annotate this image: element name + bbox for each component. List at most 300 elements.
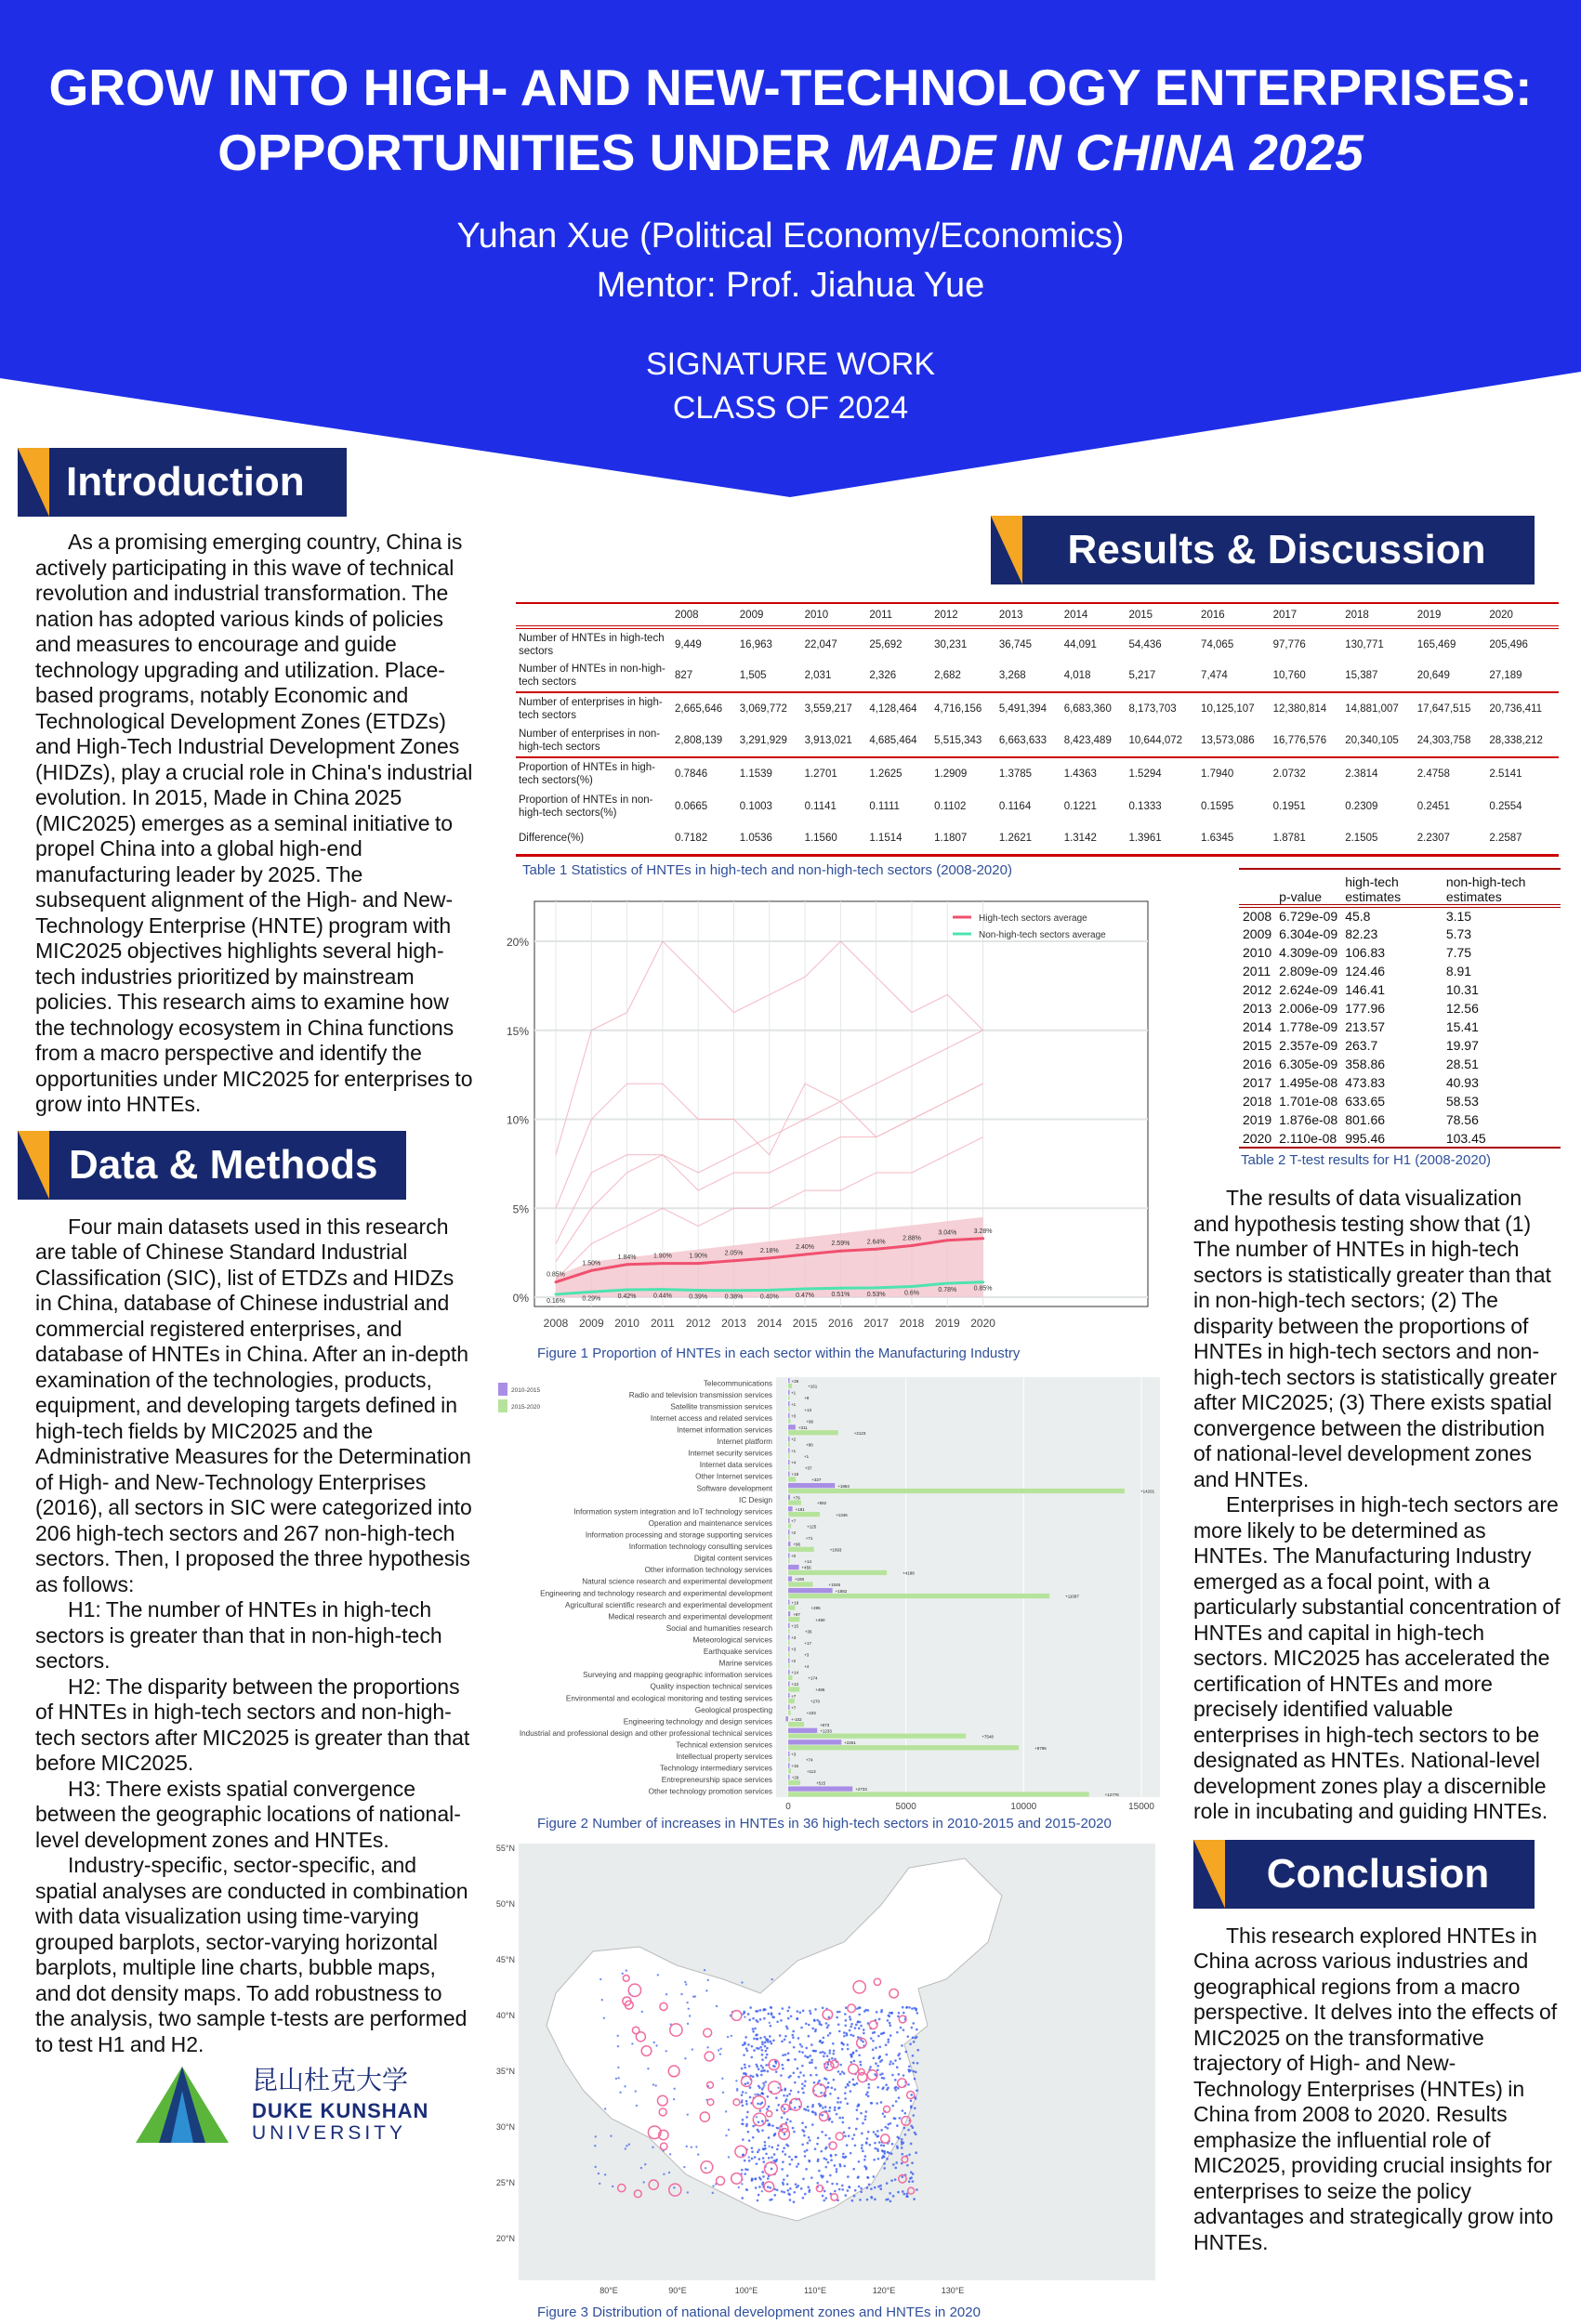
bar	[788, 1699, 795, 1703]
latitude-label: 50°N	[495, 1899, 515, 1909]
hnte-dot	[773, 2153, 776, 2156]
hnte-dot	[754, 2156, 757, 2159]
bar	[788, 1582, 812, 1586]
bar	[788, 1675, 792, 1680]
data-point	[555, 1293, 558, 1295]
hnte-dot	[805, 2108, 808, 2111]
bar-value-label: +37	[804, 1465, 812, 1471]
hnte-dot	[850, 2152, 852, 2155]
bar	[788, 1542, 790, 1546]
hnte-dot	[909, 2042, 912, 2045]
table-cell: 20,649	[1416, 670, 1450, 681]
hnte-dot	[834, 2108, 837, 2111]
bar	[788, 1512, 820, 1517]
hnte-dot	[897, 2191, 900, 2194]
hnte-dot	[858, 2028, 861, 2030]
category-label: Entrepreneurship space services	[661, 1776, 772, 1785]
hnte-dot	[628, 2144, 630, 2146]
hnte-dot	[880, 2009, 883, 2012]
hnte-dot	[695, 2146, 697, 2147]
table-cell: 8,423,489	[1063, 735, 1112, 746]
hnte-dot	[861, 2133, 863, 2135]
hnte-dot	[797, 2091, 800, 2094]
hnte-dot	[775, 2096, 778, 2099]
category-label: Technical extension services	[676, 1740, 772, 1750]
data-point	[697, 1289, 700, 1292]
table-cell: 2,326	[869, 670, 897, 681]
table-cell: 6.729e-09	[1279, 909, 1338, 924]
table1-year-header: 2008	[675, 609, 699, 621]
hnte-dot	[866, 2137, 869, 2140]
hnte-dot	[874, 2073, 876, 2076]
table-cell: 2.5141	[1489, 768, 1522, 780]
hnte-dot	[898, 2012, 901, 2015]
bar-value-label: +2123	[853, 1430, 866, 1436]
hnte-dot	[747, 2043, 750, 2046]
hnte-dot	[669, 2153, 671, 2155]
hnte-dot	[765, 2040, 767, 2042]
category-label: Engineering technology and design services	[623, 1717, 772, 1727]
hnte-dot	[686, 2146, 688, 2147]
hnte-dot	[876, 2102, 878, 2105]
hnte-dot	[595, 2166, 597, 2168]
hnte-dot	[839, 2073, 842, 2076]
hnte-dot	[615, 2078, 617, 2080]
bar-value-label: +87	[793, 1611, 800, 1617]
row-label: Number of enterprises in non-high-tech sectors	[519, 729, 661, 753]
hnte-dot	[902, 2193, 905, 2196]
latitude-label: 55°N	[495, 1844, 515, 1853]
data-point	[982, 1280, 984, 1283]
table-cell: 0.2554	[1489, 800, 1522, 812]
hnte-dot	[876, 2130, 879, 2133]
bar-value-label: +26	[791, 1378, 799, 1384]
bar-value-label: +13	[791, 1682, 798, 1687]
hnte-dot	[759, 2109, 762, 2112]
hnte-dot	[837, 2107, 840, 2109]
hnte-dot	[781, 2116, 784, 2119]
hypothesis-h3: H3: There exists spatial convergence between the geographic locations of national-level development zones and HNTEs.	[35, 1776, 461, 1852]
results-paragraph: Enterprises in high-tech sectors are more likely to be determined as HNTEs. The Manufacturing Industry emerged as a focal point, with a particularly substantial concentration of HNTEs and capital in high-tech sectors. MIC2025 has accelerated the certification of HNTEs and more precisely identified valuable enterprises in high-tech sectors to be designated as HNTEs. National-level development zones play a discernible role in incubating and guiding HNTEs.	[1193, 1492, 1561, 1823]
hnte-dot	[793, 2200, 796, 2203]
table-cell: 0.1951	[1272, 800, 1306, 812]
hnte-dot	[765, 2050, 768, 2053]
hnte-dot	[759, 2046, 762, 2049]
hnte-dot	[894, 2089, 897, 2092]
hnte-dot	[908, 2180, 911, 2183]
bar	[788, 1401, 790, 1406]
hnte-dot	[741, 2169, 744, 2172]
table-cell: 16,776,576	[1272, 735, 1327, 746]
hnte-dot	[767, 2095, 770, 2098]
hnte-dot	[786, 2118, 789, 2120]
data-point	[804, 1287, 807, 1290]
hnte-dot	[827, 2063, 830, 2066]
bar-value-label: +14	[791, 1670, 798, 1675]
x-tick-label: 15000	[1128, 1802, 1154, 1812]
hnte-dot	[820, 2092, 823, 2094]
hnte-dot	[718, 2049, 719, 2051]
hnte-dot	[810, 2074, 812, 2077]
hnte-dot	[745, 2125, 748, 2128]
hnte-dot	[790, 2090, 793, 2093]
results-paragraph: The results of data visualization and hypothesis testing show that (1) The number of HNTEs in high-tech sectors is statistically greater than that in non-high-tech sectors; (2) The disparity between the proportions of HNTEs in high-tech sectors and non-high-tech sectors is statistically greater after MIC2025; (3) There exists spatial convergence between the distribution of national-level development zones and HNTEs.	[1193, 1186, 1557, 1491]
table-cell: 5,491,394	[998, 703, 1047, 715]
hnte-dot	[640, 2167, 642, 2169]
category-label: Operation and maintenance services	[648, 1518, 772, 1528]
hnte-dot	[844, 2097, 847, 2100]
table-row	[516, 627, 1559, 660]
hnte-dot	[792, 2030, 795, 2033]
category-label: Digital content services	[693, 1554, 772, 1563]
bar-value-label: +1	[791, 1390, 797, 1396]
hnte-dot	[912, 2037, 915, 2040]
category-label: Industrial and professional design and other professional technical services	[519, 1728, 772, 1738]
hnte-dot	[759, 2037, 762, 2040]
hnte-dot	[641, 2011, 643, 2013]
hnte-dot	[901, 2044, 903, 2047]
hnte-dot	[863, 2010, 866, 2013]
hnte-dot	[745, 2047, 748, 2050]
hnte-dot	[910, 2171, 913, 2173]
hnte-dot	[850, 2026, 852, 2029]
hnte-dot	[897, 2055, 900, 2057]
hnte-dot	[892, 2195, 895, 2198]
hnte-dot	[885, 2199, 888, 2201]
longitude-label: 110°E	[804, 2286, 826, 2295]
category-label: Engineering and technology research and experimental development	[540, 1589, 772, 1598]
hnte-dot	[905, 2051, 908, 2054]
hnte-dot	[782, 2007, 784, 2010]
hnte-dot	[769, 2124, 771, 2127]
table-cell: 97,776	[1272, 638, 1306, 650]
hnte-dot	[787, 2059, 790, 2062]
hnte-dot	[876, 2086, 879, 2089]
y-tick-label: 0%	[512, 1292, 529, 1305]
hnte-dot	[846, 2144, 849, 2147]
bar-value-label: +17	[804, 1640, 812, 1646]
table-cell: 146.41	[1345, 982, 1386, 997]
hnte-dot	[858, 2104, 861, 2107]
hnte-dot	[741, 2094, 744, 2096]
left-column	[18, 448, 474, 2147]
table-cell: 2,031	[804, 670, 832, 681]
bar-value-label: +71	[805, 1535, 813, 1541]
hnte-dot	[817, 2159, 820, 2161]
hnte-dot	[894, 2059, 897, 2062]
bar-value-label: +1093	[829, 1547, 842, 1553]
hnte-dot	[843, 2031, 846, 2034]
hnte-dot	[783, 2094, 785, 2097]
bar-value-label: +12776	[1104, 1792, 1119, 1798]
table-cell: 10,760	[1272, 670, 1306, 681]
hnte-dot	[797, 2162, 800, 2165]
data-point	[590, 1291, 593, 1293]
hnte-dot	[742, 2138, 744, 2141]
bar-value-label: +2261	[844, 1740, 856, 1745]
table-cell: 8,173,703	[1128, 703, 1177, 715]
table-cell: 4,128,464	[869, 703, 917, 715]
bar	[788, 1384, 792, 1388]
hnte-dot	[801, 2082, 804, 2085]
hnte-dot	[910, 2143, 913, 2146]
hnte-dot	[916, 2062, 919, 2065]
mentor: Mentor: Prof. Jiahua Yue	[596, 266, 985, 305]
hnte-dot	[889, 2034, 892, 2037]
hnte-dot	[779, 2034, 782, 2037]
data-label: 0.16%	[547, 1297, 565, 1305]
hnte-dot	[804, 2150, 807, 2153]
hnte-dot	[782, 2054, 784, 2056]
data-label: 0.85%	[547, 1271, 565, 1279]
hnte-dot	[883, 2162, 886, 2165]
x-tick-label: 2020	[970, 1317, 995, 1330]
bar	[788, 1430, 838, 1435]
bar	[788, 1670, 790, 1674]
hnte-dot	[741, 2099, 743, 2101]
hnte-dot	[697, 2153, 699, 2155]
bar	[788, 1594, 1049, 1598]
hnte-dot	[889, 2200, 892, 2203]
hnte-dot	[762, 2175, 765, 2178]
hnte-dot	[839, 2064, 842, 2067]
hnte-dot	[892, 2163, 895, 2166]
hnte-dot	[770, 2025, 772, 2028]
hnte-dot	[833, 2079, 836, 2081]
hnte-dot	[599, 1978, 601, 1980]
bar-value-label: +2	[791, 1659, 797, 1664]
hnte-dot	[858, 2014, 861, 2016]
table-cell: 1.7940	[1201, 768, 1234, 780]
hnte-dot	[789, 2187, 792, 2190]
bar-value-label: +0	[791, 1554, 797, 1559]
hnte-dot	[766, 2108, 769, 2111]
bar	[788, 1407, 790, 1411]
hnte-dot	[766, 2054, 769, 2056]
row-label: Difference(%)	[519, 832, 585, 844]
bar	[788, 1652, 790, 1657]
results-heading-text: Results & Discussion	[1067, 527, 1486, 572]
methods-heading	[18, 1131, 406, 1200]
hnte-dot	[594, 2145, 596, 2147]
table-row	[516, 692, 1559, 725]
hnte-dot	[895, 2161, 898, 2164]
data-point	[839, 1287, 842, 1290]
category-label: Radio and television transmission services	[628, 1390, 772, 1399]
bar	[788, 1722, 804, 1727]
hnte-dot	[794, 2081, 797, 2084]
hnte-dot	[744, 2173, 746, 2175]
table-cell: 78.56	[1445, 1112, 1479, 1127]
hnte-dot	[894, 2079, 897, 2081]
hnte-dot	[835, 2154, 837, 2157]
bar-value-label: +2	[791, 1437, 797, 1442]
hnte-dot	[805, 2022, 808, 2025]
right-column	[1193, 868, 1561, 2255]
hnte-dot	[744, 2160, 746, 2162]
bar	[788, 1477, 796, 1481]
bar	[788, 1588, 833, 1593]
data-label: 0.40%	[759, 1293, 779, 1301]
hnte-dot	[692, 2048, 693, 2050]
conclusion-paragraph: This research explored HNTEs in China across various industries and geographical regions from a macro perspective. It delves into the effects of MIC2025 on the transformative trajectory of High- and New-Technology Enterprises (HNTEs) in China from 2008 to 2020. Results emphasize the influential role of MIC2025, providing crucial insights for enterprises to seize the policy advantages and strategically grow into HNTEs.	[1193, 1923, 1558, 2254]
hnte-dot	[859, 2021, 862, 2024]
category-label: IC Design	[739, 1495, 772, 1504]
hnte-dot	[756, 2073, 758, 2076]
hnte-dot	[758, 2068, 760, 2070]
hnte-dot	[905, 2006, 908, 2009]
hnte-dot	[782, 2068, 784, 2070]
bar-value-label: +14291	[1140, 1489, 1155, 1494]
table-cell: 1.701e-08	[1279, 1094, 1338, 1109]
hnte-dot	[803, 2074, 806, 2077]
data-point	[946, 1239, 949, 1241]
hnte-dot	[788, 2006, 791, 2009]
hnte-dot	[823, 2190, 826, 2193]
table-cell: 3,291,929	[739, 735, 787, 746]
hnte-dot	[915, 2071, 917, 2074]
hnte-dot	[751, 2045, 754, 2048]
data-label: 2.18%	[759, 1247, 779, 1254]
table-row	[516, 757, 1559, 790]
bar-value-label: +113	[806, 1769, 816, 1775]
legend-label: High-tech sectors average	[979, 913, 1087, 924]
hnte-dot	[855, 2024, 858, 2027]
hnte-dot	[757, 2103, 759, 2106]
x-tick-label: 10000	[1010, 1802, 1037, 1812]
hnte-dot	[910, 2100, 913, 2103]
hnte-dot	[859, 2199, 862, 2201]
hnte-dot	[758, 2186, 761, 2188]
hnte-dot	[877, 2158, 880, 2160]
hnte-dot	[770, 2041, 772, 2043]
hnte-dot	[820, 2150, 823, 2153]
table-cell: 473.83	[1345, 1075, 1386, 1090]
hnte-dot	[772, 2040, 775, 2042]
hnte-dot	[776, 2127, 778, 2129]
table-cell: 103.45	[1445, 1130, 1486, 1146]
table-cell: 213.57	[1345, 1019, 1386, 1034]
hnte-dot	[687, 2023, 689, 2025]
hnte-dot	[821, 2131, 823, 2134]
hnte-dot	[781, 2168, 784, 2171]
hnte-dot	[761, 2102, 764, 2105]
data-label: 2.05%	[724, 1250, 744, 1257]
hnte-dot	[907, 2129, 910, 2132]
latitude-label: 30°N	[495, 2122, 515, 2132]
hnte-dot	[874, 2186, 876, 2189]
hnte-dot	[804, 2080, 807, 2082]
table-cell: 27,189	[1489, 670, 1522, 681]
hnte-dot	[767, 2120, 770, 2122]
hnte-dot	[885, 2043, 888, 2046]
legend-label: Non-high-tech sectors average	[979, 930, 1106, 940]
hnte-dot	[879, 2073, 882, 2076]
table-2	[1239, 868, 1561, 1149]
dku-logo	[126, 2063, 433, 2147]
hnte-dot	[722, 2092, 724, 2094]
bar-value-label: +161	[808, 1384, 818, 1389]
hnte-dot	[889, 2192, 891, 2195]
hnte-dot	[860, 2025, 863, 2028]
hnte-dot	[891, 2143, 894, 2146]
table-cell: 24,303,758	[1416, 735, 1471, 746]
hnte-dot	[877, 2186, 880, 2188]
hnte-dot	[761, 2058, 764, 2061]
hnte-dot	[813, 2081, 816, 2084]
row-label: Number of HNTEs in non-high-tech sectors	[519, 663, 665, 688]
hnte-dot	[858, 2006, 861, 2009]
bar	[788, 1617, 799, 1622]
hnte-dot	[842, 2156, 845, 2159]
hnte-dot	[875, 2047, 877, 2050]
hnte-dot	[808, 2035, 810, 2038]
bar-value-label: +295	[810, 1606, 821, 1611]
hnte-dot	[844, 2134, 847, 2137]
bar	[788, 1647, 790, 1651]
bar	[788, 1506, 793, 1511]
hnte-dot	[865, 2166, 868, 2169]
category-label: Internet data services	[699, 1461, 772, 1470]
bar-value-label: +11097	[1065, 1594, 1079, 1599]
table-cell: 205,496	[1489, 638, 1528, 650]
figure1-caption: Figure 1 Proportion of HNTEs in each sector within the Manufacturing Industry	[537, 1346, 1021, 1361]
data-label: 3.04%	[938, 1229, 957, 1237]
hnte-dot	[684, 1981, 686, 1983]
data-label: 1.90%	[689, 1253, 708, 1260]
x-tick-label: 2012	[685, 1317, 711, 1330]
hnte-dot	[887, 2087, 889, 2090]
hnte-dot	[807, 2186, 810, 2188]
bar-value-label: +19	[791, 1600, 799, 1606]
hnte-dot	[832, 2053, 835, 2055]
table-cell: 106.83	[1345, 945, 1386, 960]
hnte-dot	[795, 2183, 797, 2186]
bar	[788, 1460, 790, 1464]
bar	[788, 1663, 790, 1668]
hnte-dot	[910, 2094, 913, 2096]
hnte-dot	[782, 2182, 784, 2185]
hnte-dot	[754, 2028, 757, 2030]
hnte-dot	[912, 2180, 915, 2183]
hnte-dot	[860, 2190, 863, 2193]
bar	[788, 1425, 796, 1429]
class-label: CLASS OF 2024	[672, 390, 909, 426]
poster-title-line1	[0, 58, 1581, 117]
hnte-dot	[828, 2052, 831, 2055]
hnte-dot	[819, 2023, 822, 2026]
hnte-dot	[636, 2105, 638, 2107]
hnte-dot	[756, 2066, 758, 2068]
hnte-dot	[844, 2194, 847, 2197]
hnte-dot	[761, 2129, 764, 2132]
x-tick-label: 2009	[578, 1317, 604, 1330]
hnte-dot	[762, 2082, 765, 2085]
table2-caption: Table 2 T-test results for H1 (2008-2020)	[1241, 1152, 1492, 1168]
hnte-dot	[789, 2163, 792, 2166]
hnte-dot	[635, 2090, 637, 2092]
bar	[788, 1553, 790, 1557]
hnte-dot	[912, 2173, 915, 2175]
hnte-dot	[841, 2070, 844, 2073]
hnte-dot	[838, 2117, 841, 2120]
bar-value-label: +4188	[902, 1570, 915, 1576]
table-cell: 1.3142	[1063, 832, 1097, 844]
bar	[788, 1395, 790, 1399]
hnte-dot	[896, 2031, 899, 2034]
hnte-dot	[763, 2008, 766, 2011]
bar	[788, 1518, 790, 1523]
